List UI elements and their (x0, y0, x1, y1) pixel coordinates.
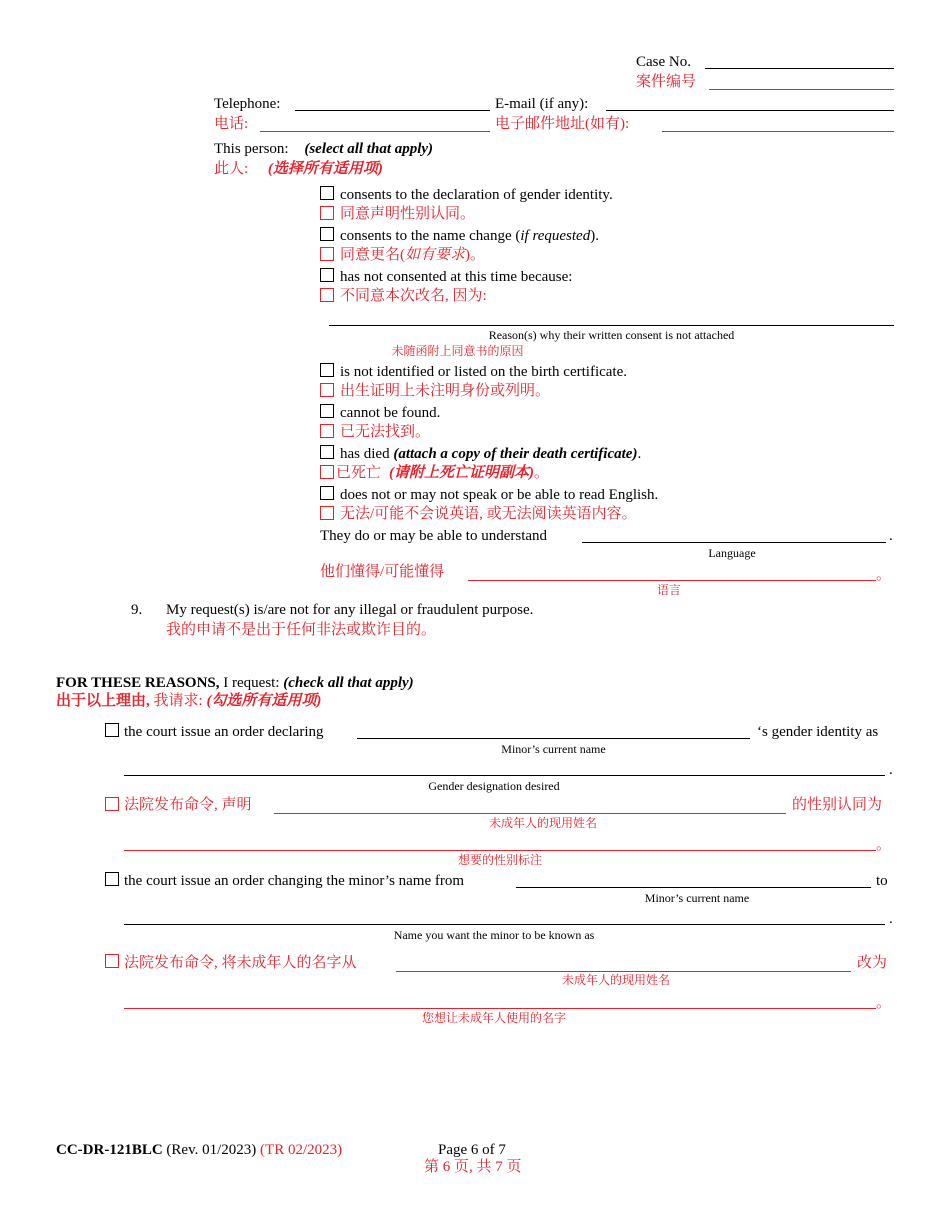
consents-name-text-c: ). (590, 228, 599, 244)
request-name-minor-name-field-zh[interactable] (396, 971, 851, 972)
request-name-end-zh: 。 (876, 995, 892, 1011)
has-died-zh-c: 。 (534, 465, 550, 481)
consents-name-text-b: if requested (520, 228, 591, 244)
case-no-label-zh: 案件编号 (636, 74, 697, 90)
request-name-minor-name-caption-zh: 未成年人的现用姓名 (561, 973, 670, 987)
request-name-minor-name-caption: Minor’s current name (644, 891, 750, 905)
consents-gender-label-zh: 同意声明性别认同。 (340, 206, 476, 222)
request-gender-label-zh: 法院发布命令, 声明 (124, 797, 252, 813)
request-gender-minor-name-caption: Minor’s current name (501, 742, 606, 756)
not-consented-label: has not consented at this time because: (340, 269, 573, 285)
has-died-text-b: (attach a copy of their death certificate) (393, 446, 638, 462)
this-person-text: This person: (214, 141, 289, 157)
request-name-new-name-caption-zh: 您想让未成年人使用的名字 (421, 1011, 566, 1025)
understand-period: . (889, 528, 893, 544)
request-gender-period: . (889, 762, 893, 778)
not-consented-checkbox[interactable] (320, 268, 334, 282)
language-caption: Language (708, 546, 756, 560)
request-gender-designation-caption-zh: 想要的性别标注 (457, 853, 542, 867)
form-rev: (Rev. 01/2023) (162, 1142, 261, 1158)
case-no-label: Case No. (636, 54, 691, 70)
request-gender-minor-name-field-zh[interactable] (274, 813, 786, 814)
form-tr: (TR 02/2023) (260, 1142, 343, 1158)
has-died-text-c: . (637, 446, 642, 462)
consents-name-zh-b: 如有要求 (405, 247, 466, 263)
no-english-label: does not or may not speak or be able to read English. (340, 487, 659, 503)
not-identified-label: is not identified or listed on the birth certificate. (340, 364, 627, 380)
item9-text-zh: 我的申请不是出于任何非法或欺诈目的。 (166, 622, 437, 638)
case-no-field-zh[interactable] (709, 89, 894, 90)
telephone-field-zh[interactable] (260, 131, 490, 132)
request-name-new-name-field[interactable] (124, 924, 885, 925)
has-died-label-zh (336, 464, 549, 482)
consents-gender-checkbox[interactable] (320, 186, 334, 200)
consents-name-checkbox-zh[interactable] (320, 247, 334, 261)
reasons-heading (56, 674, 414, 692)
email-label: E-mail (if any): (495, 96, 589, 112)
reasons-heading-zh-bold: 出于以上理由, (56, 693, 150, 709)
consents-name-label (340, 227, 599, 245)
email-field-zh[interactable] (662, 131, 894, 132)
reason-caption: Reason(s) why their written consent is not attached (488, 328, 735, 342)
telephone-field[interactable] (295, 110, 490, 111)
language-field-zh[interactable] (468, 580, 876, 581)
form-id: CC-DR-121BLC (56, 1142, 163, 1158)
telephone-label-zh: 电话: (214, 116, 249, 132)
consents-name-checkbox[interactable] (320, 227, 334, 241)
understand-label: They do or may be able to understand (320, 528, 548, 544)
no-english-label-zh: 无法/可能不会说英语, 或无法阅读英语内容。 (340, 506, 637, 522)
request-name-new-name-caption: Name you want the minor to be known as (393, 928, 595, 942)
consents-name-zh-c: )。 (465, 247, 486, 263)
footer-page-zh: 第 6 页, 共 7 页 (424, 1159, 522, 1175)
item9-number: 9. (131, 602, 143, 618)
request-gender-designation-field-zh[interactable] (124, 850, 876, 851)
has-died-checkbox[interactable] (320, 445, 334, 459)
not-consented-checkbox-zh[interactable] (320, 288, 334, 302)
this-person-label-zh (214, 160, 383, 178)
request-gender-designation-caption: Gender designation desired (428, 779, 560, 793)
has-died-zh-b: (请附上死亡证明副本) (389, 465, 535, 481)
reason-field[interactable] (329, 325, 894, 326)
reasons-heading-zh-instr: (勾选所有适用项) (206, 693, 322, 709)
request-name-label-zh: 法院发布命令, 将未成年人的名字从 (124, 955, 357, 971)
reasons-heading-zh-normal: 我请求: (149, 693, 207, 709)
request-gender-minor-name-caption-zh: 未成年人的现用姓名 (488, 816, 597, 830)
consents-gender-label: consents to the declaration of gender identity. (340, 187, 613, 203)
language-caption-zh: 语言 (656, 583, 681, 597)
request-gender-suffix: ‘s gender identity as (757, 724, 879, 740)
reasons-heading-instr: (check all that apply) (283, 675, 414, 691)
reasons-heading-zh (56, 692, 321, 710)
understand-label-zh: 他们懂得/可能懂得 (320, 564, 445, 580)
request-name-minor-name-field[interactable] (516, 887, 871, 888)
this-person-instruction-zh: (选择所有适用项) (267, 161, 383, 177)
has-died-label (340, 445, 641, 463)
telephone-label: Telephone: (214, 96, 281, 112)
reasons-heading-bold: FOR THESE REASONS, (56, 675, 220, 691)
cannot-find-checkbox-zh[interactable] (320, 424, 334, 438)
item9-text: My request(s) is/are not for any illegal or fraudulent purpose. (166, 602, 534, 618)
request-name-suffix: to (876, 873, 888, 889)
consents-gender-checkbox-zh[interactable] (320, 206, 334, 220)
this-person-label (214, 140, 433, 158)
request-gender-minor-name-field[interactable] (357, 738, 750, 739)
email-label-zh: 电子邮件地址(如有): (495, 116, 630, 132)
footer-form-id (56, 1141, 342, 1159)
request-name-suffix-zh: 改为 (857, 955, 888, 971)
request-name-new-name-field-zh[interactable] (124, 1008, 876, 1009)
request-gender-checkbox[interactable] (105, 723, 119, 737)
request-gender-designation-field[interactable] (124, 775, 885, 776)
consents-name-label-zh (340, 246, 485, 264)
request-gender-checkbox-zh[interactable] (105, 797, 119, 811)
email-field[interactable] (606, 110, 894, 111)
this-person-instruction: (select all that apply) (304, 141, 434, 157)
request-name-checkbox-zh[interactable] (105, 954, 119, 968)
this-person-text-zh: 此人: (214, 161, 249, 177)
cannot-find-label-zh: 已无法找到。 (340, 424, 431, 440)
request-name-label: the court issue an order changing the minor’s name from (124, 873, 465, 889)
understand-end-zh: 。 (876, 567, 892, 583)
request-name-checkbox[interactable] (105, 872, 119, 886)
language-field[interactable] (582, 542, 886, 543)
case-no-field[interactable] (705, 68, 894, 69)
consents-name-zh-a: 同意更名( (340, 247, 405, 263)
has-died-checkbox-zh[interactable] (320, 465, 334, 479)
consents-name-text-a: consents to the name change ( (340, 228, 521, 244)
request-gender-suffix-zh: 的性别认同为 (792, 797, 883, 813)
has-died-zh-a: 已死亡 (336, 465, 382, 481)
not-consented-label-zh: 不同意本次改名, 因为: (340, 288, 487, 304)
not-identified-checkbox-zh[interactable] (320, 383, 334, 397)
not-identified-label-zh: 出生证明上未注明身份或列明。 (340, 383, 551, 399)
has-died-text-a: has died (340, 446, 394, 462)
not-identified-checkbox[interactable] (320, 363, 334, 377)
no-english-checkbox[interactable] (320, 486, 334, 500)
cannot-find-checkbox[interactable] (320, 404, 334, 418)
no-english-checkbox-zh[interactable] (320, 506, 334, 520)
reasons-heading-normal: I request: (219, 675, 284, 691)
request-name-period: . (889, 911, 893, 927)
request-gender-end-zh: 。 (876, 837, 892, 853)
footer-page-en: Page 6 of 7 (438, 1142, 506, 1158)
reason-caption-zh: 未随函附上同意书的原因 (391, 344, 524, 358)
cannot-find-label: cannot be found. (340, 405, 441, 421)
request-gender-label: the court issue an order declaring (124, 724, 324, 740)
